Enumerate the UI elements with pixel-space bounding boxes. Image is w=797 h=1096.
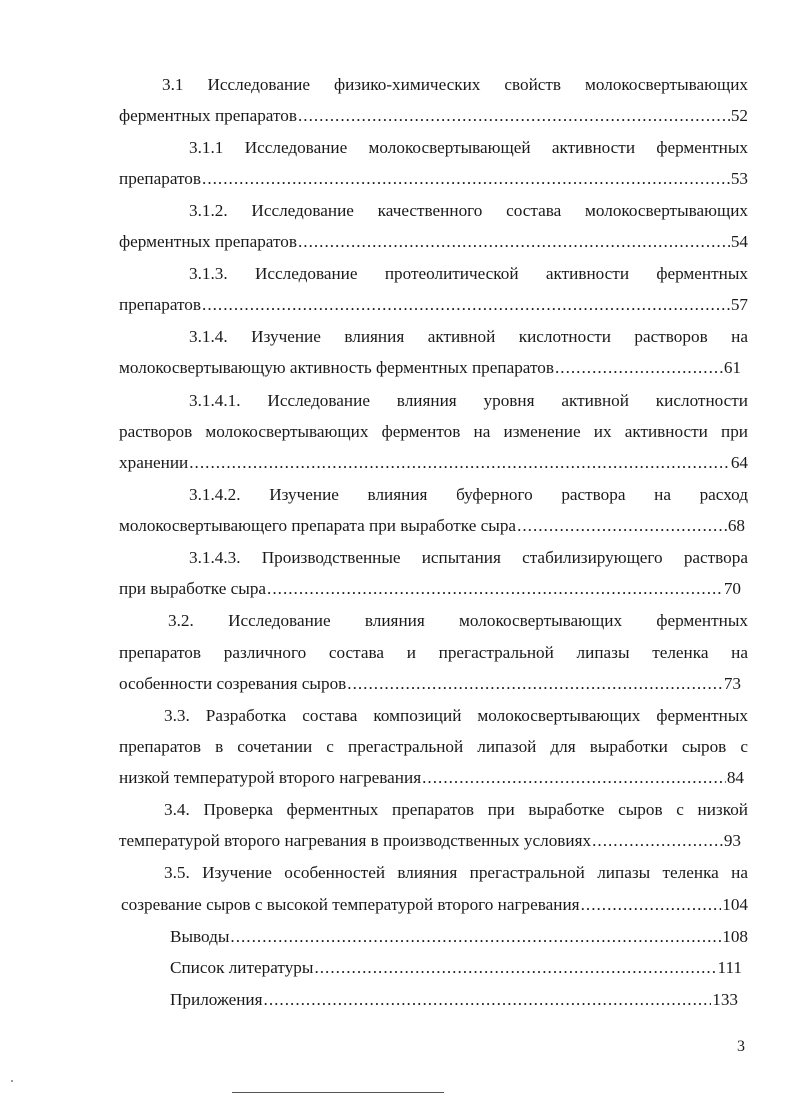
toc-entry-3-1-4-3 bbox=[119, 579, 741, 599]
toc-line: 3.4. Проверка ферментных препаратов при выработке сыров с низкой bbox=[164, 800, 748, 819]
toc-leader-dots bbox=[264, 990, 712, 1010]
toc-leader-dots bbox=[202, 295, 730, 315]
toc-line: растворов молокосвертывающих ферментов на изменение их активности при bbox=[119, 422, 748, 441]
toc-line: 3.5. Изучение особенностей влияния прегастральной липазы теленка на bbox=[164, 863, 748, 882]
toc-leader-dots bbox=[202, 169, 730, 189]
toc-entry-3-3 bbox=[119, 768, 744, 788]
toc-page-number: 53 bbox=[730, 169, 748, 188]
toc-line: 3.3. Разработка состава композиций молокосвертывающих ферментных bbox=[164, 706, 748, 725]
toc-entry-title: препаратов bbox=[119, 295, 202, 314]
toc-entry-title: температурой второго нагревания в производственных условиях bbox=[119, 831, 592, 850]
toc-line: 3.1.4.3. Производственные испытания стабилизирующего раствора bbox=[189, 548, 748, 567]
toc-entry-conclusions bbox=[170, 927, 748, 947]
toc-leader-dots bbox=[230, 927, 721, 947]
toc-entry-3-5 bbox=[121, 895, 748, 915]
toc-page-number: 73 bbox=[723, 674, 741, 693]
page-number: 3 bbox=[737, 1038, 745, 1055]
toc-entry-3-1-1 bbox=[119, 169, 748, 189]
toc-page-number: 57 bbox=[730, 295, 748, 314]
toc-entry-3-4 bbox=[119, 831, 741, 851]
toc-entry-3-1-2 bbox=[119, 232, 748, 252]
toc-entry-3-1-3 bbox=[119, 295, 748, 315]
toc-entry-3-1-4-1 bbox=[119, 453, 748, 473]
toc-line: 3.1.3. Исследование протеолитической активности ферментных bbox=[189, 264, 748, 283]
toc-entry-appendices bbox=[170, 990, 738, 1010]
toc-entry-title: хранении bbox=[119, 453, 189, 472]
toc-entry-references bbox=[170, 958, 742, 978]
toc-page-number: 54 bbox=[730, 232, 748, 251]
toc-entry-title: молокосвертывающего препарата при выработке сыра bbox=[119, 516, 517, 535]
toc-leader-dots bbox=[314, 958, 716, 978]
toc-entry-title: ферментных препаратов bbox=[119, 232, 297, 251]
toc-entry-title: Выводы bbox=[170, 927, 230, 946]
toc-page-number: 104 bbox=[722, 895, 748, 914]
toc-leader-dots bbox=[298, 232, 730, 252]
toc-entry-3-1-4-2 bbox=[119, 516, 745, 536]
toc-entry-title: низкой температурой второго нагревания bbox=[119, 768, 422, 787]
toc-leader-dots bbox=[267, 579, 723, 599]
toc-line: 3.1.2. Исследование качественного состава молокосвертывающих bbox=[189, 201, 748, 220]
toc-entry-title: ферментных препаратов bbox=[119, 106, 297, 125]
toc-line: препаратов различного состава и прегастральной липазы теленка на bbox=[119, 643, 748, 662]
toc-entry-3-1-4 bbox=[119, 358, 741, 378]
toc-line: 3.2. Исследование влияния молокосвертывающих ферментных bbox=[168, 611, 748, 630]
toc-page-number: 93 bbox=[723, 831, 741, 850]
toc-page-number: 52 bbox=[730, 106, 748, 125]
toc-leader-dots bbox=[592, 831, 723, 851]
toc-page-number: 64 bbox=[730, 453, 748, 472]
toc-entry-3-1 bbox=[119, 106, 748, 126]
toc-entry-title: при выработке сыра bbox=[119, 579, 267, 598]
toc-line: 3.1 Исследование физико-химических свойств молокосвертывающих bbox=[162, 75, 748, 94]
toc-leader-dots bbox=[581, 895, 722, 915]
toc-page-number: 61 bbox=[723, 358, 741, 377]
toc-leader-dots bbox=[189, 453, 730, 473]
toc-entry-title: созревание сыров с высокой температурой второго нагревания bbox=[121, 895, 580, 914]
toc-leader-dots bbox=[298, 106, 730, 126]
toc-leader-dots bbox=[517, 516, 727, 536]
scan-artifact-line bbox=[232, 1092, 444, 1093]
toc-entry-3-2 bbox=[119, 674, 741, 694]
toc-leader-dots bbox=[347, 674, 723, 694]
toc-page-number: 111 bbox=[717, 958, 742, 977]
scan-artifact-dot bbox=[11, 1080, 13, 1082]
toc-line: препаратов в сочетании с прегастральной липазой для выработки сыров с bbox=[119, 737, 748, 756]
toc-line: 3.1.4.1. Исследование влияния уровня активной кислотности bbox=[189, 391, 748, 410]
toc-entry-title: особенности созревания сыров bbox=[119, 674, 347, 693]
toc-entry-title: препаратов bbox=[119, 169, 202, 188]
toc-line: 3.1.4. Изучение влияния активной кислотности растворов на bbox=[189, 327, 748, 346]
toc-entry-title: Список литературы bbox=[170, 958, 314, 977]
toc-page-number: 108 bbox=[722, 927, 748, 946]
toc-leader-dots bbox=[555, 358, 723, 378]
toc-entry-title: Приложения bbox=[170, 990, 263, 1009]
toc-page-number: 68 bbox=[727, 516, 745, 535]
toc-page-number: 133 bbox=[712, 990, 738, 1009]
toc-leader-dots bbox=[422, 768, 726, 788]
toc-line: 3.1.4.2. Изучение влияния буферного раствора на расход bbox=[189, 485, 748, 504]
toc-page-number: 84 bbox=[726, 768, 744, 787]
toc-line: 3.1.1 Исследование молокосвертывающей активности ферментных bbox=[189, 138, 748, 157]
toc-page-number: 70 bbox=[723, 579, 741, 598]
toc-entry-title: молокосвертывающую активность ферментных препаратов bbox=[119, 358, 554, 377]
